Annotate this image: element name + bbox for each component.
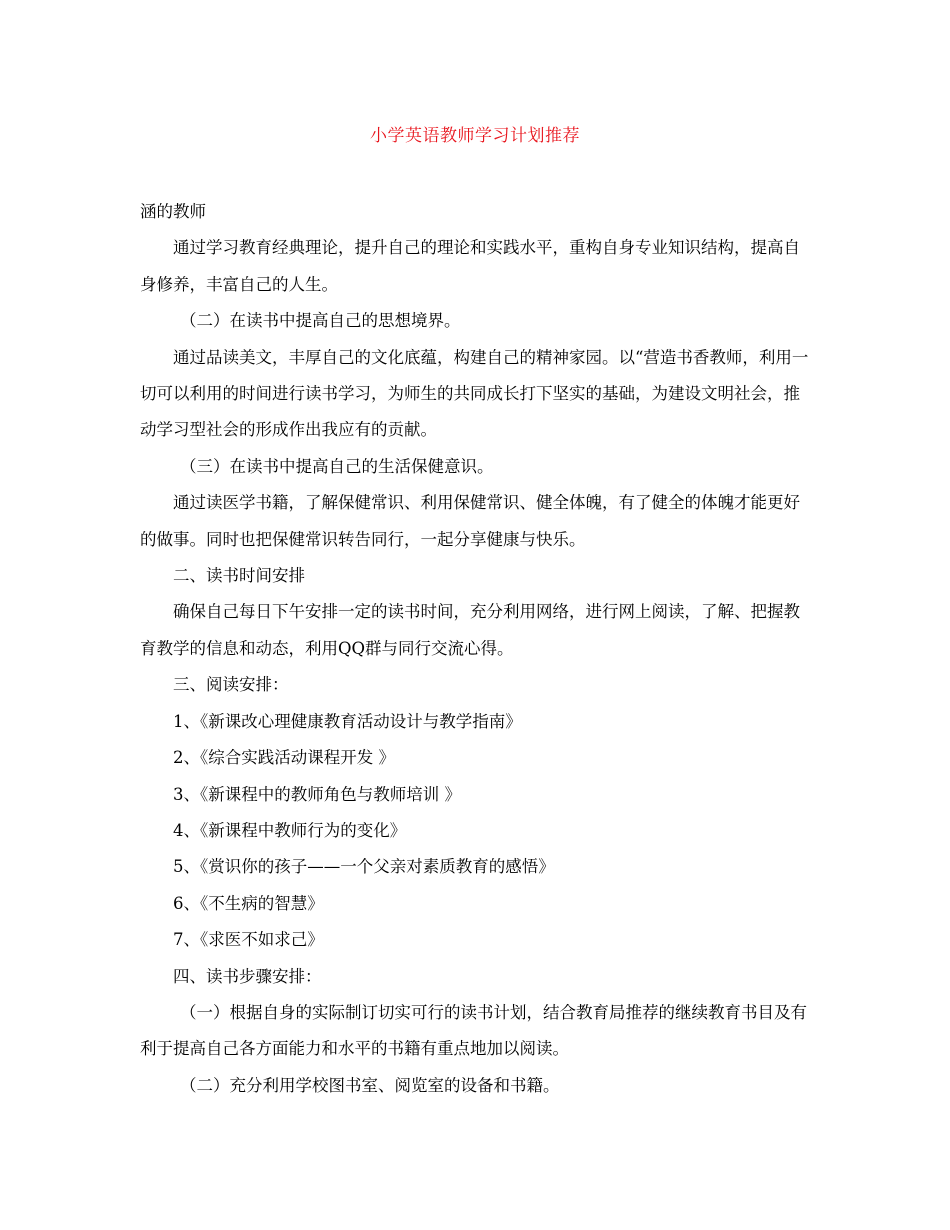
- list-item: 4、《新课程中教师行为的变化》: [173, 820, 407, 840]
- list-item: 7、《求医不如求己》: [173, 930, 324, 950]
- list-item: 5、《赏识你的孩子——一个父亲对素质教育的感悟》: [173, 857, 555, 877]
- section-heading: 四、读书步骤安排：: [173, 966, 322, 986]
- section-heading: （二）在读书中提高自己的思想境界。: [180, 311, 461, 331]
- section-heading: 三、阅读安排：: [173, 675, 289, 695]
- paragraph: 通过读医学书籍，了解保健常识、利用保健常识、健全体魄，有了健全的体魄才能更好的做事。同时也把保健常识转告同行，一起分享健康与快乐。: [140, 493, 800, 549]
- paragraph: 通过品读美文，丰厚自己的文化底蕴，构建自己的精神家园。以“营造书香教师，利用一切可以利用的时间进行读书学习，为师生的共同成长打下坚实的基础，为建设文明社会，推动学习型社会的形成作出我应有的贡献。: [140, 347, 809, 440]
- paragraph: （一）根据自身的实际制订切实可行的读书计划，结合教育局推荐的继续教育书目及有利于提高自己各方面能力和水平的书籍有重点地加以阅读。: [140, 1002, 807, 1059]
- section-heading: （二）充分利用学校图书室、阅览室的设备和书籍。: [180, 1075, 560, 1095]
- document-body: [140, 194, 810, 1104]
- paragraph: 涵的教师: [140, 202, 206, 221]
- list-item: 2、《综合实践活动课程开发 》: [173, 748, 395, 768]
- document-title: 小学英语教师学习计划推荐: [370, 126, 580, 146]
- paragraph: 确保自己每日下午安排一定的读书时间，充分利用网络，进行网上阅读，了解、把握教育教学的信息和动态，利用QQ群与同行交流心得。: [140, 602, 800, 658]
- section-heading: 二、读书时间安排: [173, 566, 305, 586]
- list-item: 1、《新课改心理健康教育活动设计与教学指南》: [173, 711, 522, 731]
- paragraph: 通过学习教育经典理论，提升自己的理论和实践水平，重构自身专业知识结构，提高自身修养，丰富自己的人生。: [140, 238, 800, 294]
- list-item: 3、《新课程中的教师角色与教师培训 》: [173, 784, 461, 804]
- section-heading: （三）在读书中提高自己的生活保健意识。: [180, 456, 494, 476]
- list-item: 6、《不生病的智慧》: [173, 893, 324, 913]
